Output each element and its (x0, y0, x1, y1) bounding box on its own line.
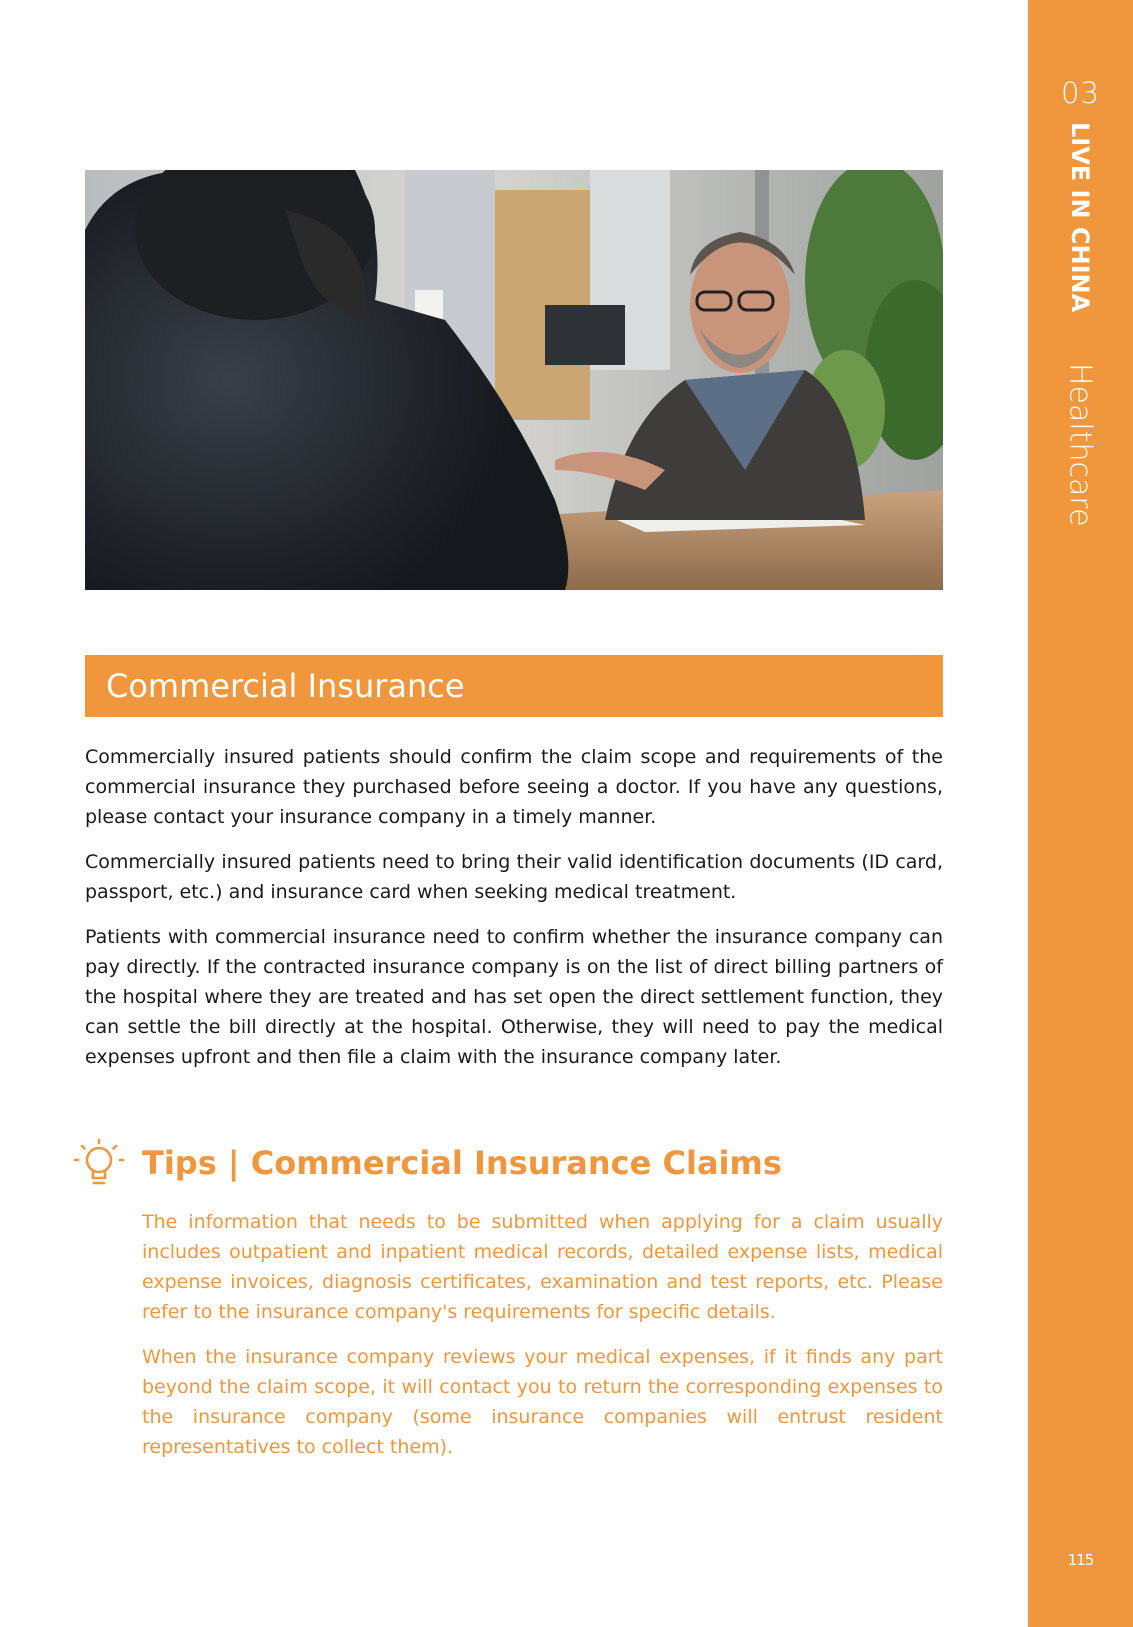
tips-title: Tips | Commercial Insurance Claims (142, 1144, 782, 1182)
consultation-photo-image (85, 170, 943, 590)
paragraph: Patients with commercial insurance need to confirm whether the insurance company can pay directly. If the contracted insurance company is on the list of direct billing partners of the hospital where they are treated and has set open the direct settlement function, they can settle the bill directly at the hospital. Otherwise, they will need to pay the medical expenses upfront and then file a claim with the insurance company later. (85, 926, 943, 1068)
body-text (85, 742, 943, 1087)
tips-text (142, 1207, 943, 1477)
lightbulb-icon (71, 1136, 127, 1192)
chapter-subtitle: Healthcare (1062, 363, 1098, 527)
consultation-photo (85, 170, 943, 590)
tips-paragraph: The information that needs to be submitted when applying for a claim usually includes outpatient and inpatient medical records, detailed expense lists, medical expense invoices, diagnosis certificates, examination and test reports, etc. Please refer to the insurance company's requirements for specific details. (142, 1211, 943, 1323)
section-heading: Commercial Insurance (106, 667, 465, 705)
chapter-sidebar (1028, 0, 1133, 1627)
chapter-title: LIVE IN CHINA (1066, 122, 1094, 313)
chapter-number: 03 (1061, 76, 1100, 110)
paragraph: Commercially insured patients need to bring their valid identification documents (ID card, passport, etc.) and insurance card when seeking medical treatment. (85, 851, 943, 903)
paragraph: Commercially insured patients should confirm the claim scope and requirements of the commercial insurance they purchased before seeing a doctor. If you have any questions, please contact your insurance company in a timely manner. (85, 746, 943, 828)
section-heading-banner (85, 655, 943, 717)
page-number: 115 (1067, 1551, 1094, 1569)
tips-paragraph: When the insurance company reviews your medical expenses, if it finds any part beyond the claim scope, it will contact you to return the corresponding expenses to the insurance company (some insurance companies will entrust resident representatives to collect them). (142, 1346, 943, 1458)
